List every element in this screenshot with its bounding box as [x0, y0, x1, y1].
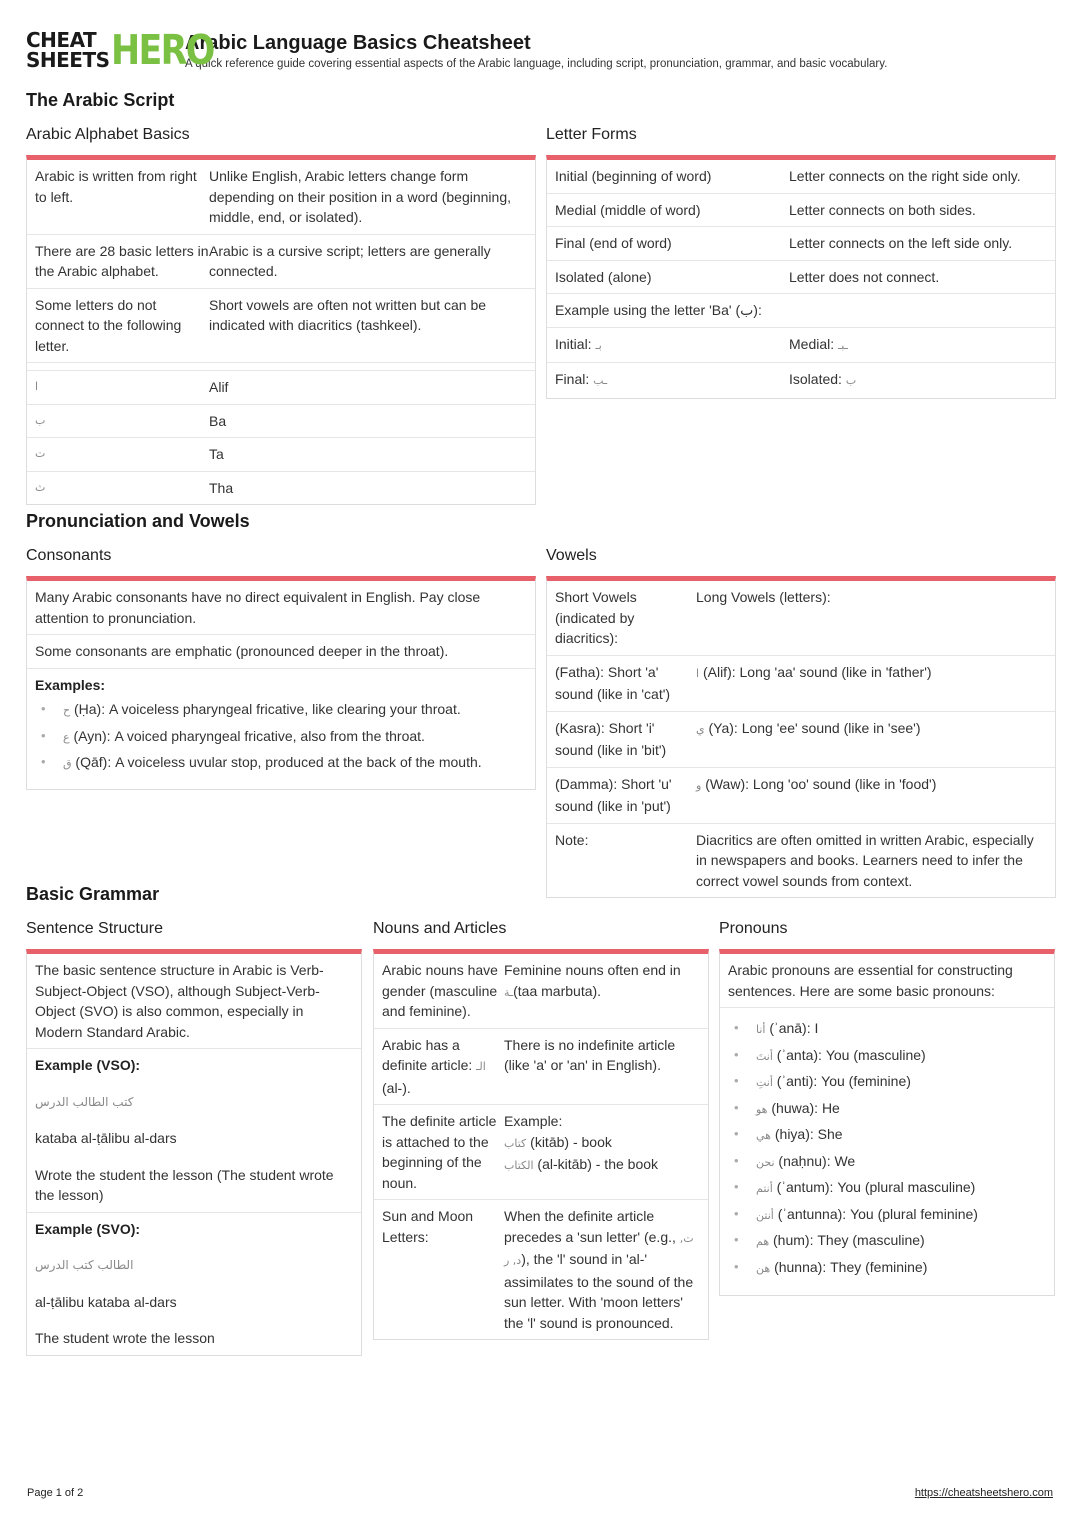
- vso-label: Example (VSO):: [35, 1057, 141, 1073]
- nouns-text: When the definite article precedes a 'sun letter' (e.g.,: [504, 1208, 680, 1245]
- nouns-text: (kitāb) - book: [526, 1133, 612, 1150]
- letter-name: Ta: [209, 446, 224, 462]
- vowel-row: [547, 768, 1055, 824]
- fact-right: Arabic is a cursive script; letters are generally connected.: [209, 242, 491, 279]
- nouns-text: Feminine nouns often end in: [504, 962, 681, 978]
- vowel-letter: و: [696, 778, 702, 792]
- pronoun-text: (hum): They (masculine): [769, 1232, 925, 1248]
- pronoun-text: (ʾanti): You (feminine): [772, 1073, 911, 1089]
- pronoun-text: (ʾanā): I: [765, 1020, 819, 1036]
- examples-label: Examples:: [35, 676, 106, 693]
- list-item: [728, 1255, 1046, 1282]
- al-kitab-arabic: الكتاب: [504, 1159, 534, 1172]
- pronoun-arabic: هن: [756, 1261, 771, 1275]
- alphabet-fact-row: [27, 235, 535, 289]
- form-example-row: [547, 363, 1055, 398]
- fact-left: Some letters do not connect to the following letter.: [35, 296, 182, 354]
- example-char: ق: [63, 757, 72, 770]
- isolated-char: ب: [845, 374, 857, 387]
- logo-word-hero: HERO: [110, 26, 214, 74]
- definite-article-char: الـ: [476, 1060, 486, 1073]
- card-title-sentence: Sentence Structure: [26, 920, 163, 937]
- initial-label: Initial:: [555, 335, 592, 352]
- example-text: (Qāf): A voiceless uvular stop, produced at the back of the mouth.: [71, 754, 482, 770]
- vowel-letter: ا: [696, 666, 700, 680]
- list-item: [35, 724, 527, 751]
- example-char: ع: [63, 730, 70, 744]
- fact-right: Unlike English, Arabic letters change form depending on their position in a word (beginning, middle, end, or isolated).: [209, 168, 511, 225]
- section-title-grammar: Basic Grammar: [26, 884, 160, 904]
- form-row: [547, 160, 1055, 194]
- pronoun-text: (ʾantum): You (plural masculine): [772, 1179, 976, 1195]
- alphabet-fact-row: [27, 160, 535, 235]
- nouns-left: Arabic nouns have gender (masculine and feminine).: [382, 962, 498, 1019]
- card-title-vowels: Vowels: [546, 547, 597, 564]
- pronoun-text: (naḥnu): We: [774, 1152, 856, 1169]
- section-title-script: The Arabic Script: [26, 90, 175, 110]
- short-vowel-text: (Damma): Short 'u' sound (like in 'put'): [555, 775, 672, 814]
- form-row: [547, 227, 1055, 261]
- list-item: [35, 697, 527, 724]
- medial-form: [789, 334, 1047, 357]
- letter-char: ت: [35, 447, 46, 460]
- page-title: Arabic Language Basics Cheatsheet: [185, 31, 531, 54]
- site-link[interactable]: https://cheatsheetshero.com: [914, 1487, 1053, 1499]
- pronoun-arabic: هي: [756, 1129, 771, 1142]
- list-item: [728, 1096, 1046, 1123]
- list-item: [728, 1122, 1046, 1149]
- nouns-right: [504, 960, 700, 1022]
- short-vowel-text: (Kasra): Short 'i' sound (like in 'bit'): [555, 719, 667, 758]
- letter-char: ث: [35, 480, 46, 494]
- pronouns-intro: Arabic pronouns are essential for constructing sentences. Here are some basic pronouns:: [720, 954, 1054, 1008]
- list-item: [728, 1069, 1046, 1096]
- list-item: [728, 1175, 1046, 1202]
- vowel-row: [547, 712, 1055, 768]
- form-desc: Letter connects on the right side only.: [789, 168, 1021, 184]
- nouns-left: [382, 1035, 504, 1099]
- list-item: [728, 1016, 1046, 1043]
- vowel-letter: ي: [696, 722, 705, 736]
- nouns-example-line: [504, 1154, 700, 1177]
- pronoun-text: (hunna): They (feminine): [770, 1258, 928, 1275]
- long-vowel-text: (Ya): Long 'ee' sound (like in 'see'): [704, 719, 921, 736]
- section-title-pronunciation: Pronunciation and Vowels: [26, 511, 250, 531]
- letter-row: [27, 472, 535, 505]
- pronouns-list-wrap: [720, 1008, 1054, 1295]
- consonants-paragraph: Many Arabic consonants have no direct equivalent in English. Pay close attention to pronunciation.: [27, 581, 535, 635]
- nouns-right: [504, 1111, 700, 1193]
- initial-char: بـ: [595, 338, 602, 352]
- note-text: Diacritics are often omitted in written Arabic, especially in newspapers and books. Learners need to infer the correct vowel sounds from context.: [696, 831, 1034, 889]
- form-name: Final (end of word): [555, 235, 672, 251]
- sentence-card: [26, 949, 362, 1356]
- form-name: Medial (middle of word): [555, 201, 701, 218]
- nouns-example-label: Example:: [504, 1113, 563, 1129]
- final-char: ـب: [593, 374, 608, 387]
- nouns-left: Sun and Moon Letters:: [382, 1208, 474, 1245]
- sentence-intro: The basic sentence structure in Arabic is Verb-Subject-Object (VSO), although Subject-Verb-Object (SVO) is also common, especially in Modern Standard Arabic.: [27, 954, 361, 1049]
- card-title-pronouns: Pronouns: [719, 920, 788, 937]
- nouns-text: (taa marbuta).: [513, 982, 602, 999]
- form-example-row: [547, 294, 1055, 328]
- short-vowels-header: Short Vowels (indicated by diacritics):: [555, 589, 637, 646]
- nouns-text: Arabic has a definite article:: [382, 1036, 477, 1073]
- list-item: [728, 1149, 1046, 1176]
- letter-name: Alif: [209, 379, 229, 395]
- svo-label: Example (SVO):: [35, 1220, 141, 1237]
- row-spacer: [27, 363, 535, 371]
- short-vowel: [555, 662, 696, 705]
- vso-example: [27, 1049, 361, 1213]
- short-vowel-text: (Fatha): Short 'a' sound (like in 'cat'): [555, 663, 671, 702]
- form-name: Isolated (alone): [555, 268, 652, 285]
- list-item: [728, 1228, 1046, 1255]
- consonants-paragraph: Some consonants are emphatic (pronounced deeper in the throat).: [27, 635, 535, 669]
- example-char: ح: [63, 704, 71, 717]
- nouns-example-line: [504, 1132, 700, 1155]
- long-vowels-header: Long Vowels (letters):: [696, 589, 831, 605]
- pronoun-arabic: أنتَ: [756, 1049, 773, 1063]
- consonants-examples: [27, 669, 535, 789]
- form-desc: Letter connects on the left side only.: [789, 235, 1013, 251]
- isolated-label: Isolated:: [789, 371, 842, 387]
- nouns-text: (al-kitāb) - the book: [533, 1156, 659, 1172]
- list-item: [35, 750, 527, 777]
- card-title-alphabet: Arabic Alphabet Basics: [26, 126, 190, 143]
- letter-row: [27, 371, 535, 405]
- vso-transliteration: kataba al-ṭālibu al-dars: [35, 1130, 177, 1146]
- vowel-row: [547, 656, 1055, 712]
- pronoun-text: (ʾanta): You (masculine): [772, 1046, 926, 1063]
- svo-translation: The student wrote the lesson: [35, 1330, 215, 1346]
- form-desc: Letter does not connect.: [789, 268, 940, 285]
- fact-right: Short vowels are often not written but can be indicated with diacritics (tashkeel).: [209, 296, 487, 333]
- long-vowel: [696, 718, 1047, 761]
- list-item: [728, 1202, 1046, 1229]
- letter-forms-card: [546, 155, 1056, 399]
- alphabet-fact-row: [27, 289, 535, 364]
- initial-form: [555, 334, 789, 357]
- alphabet-card: [26, 155, 536, 505]
- letter-char: ب: [35, 413, 46, 427]
- nouns-right: [504, 1206, 700, 1333]
- card-title-letter-forms: Letter Forms: [546, 126, 637, 143]
- short-vowel: [555, 718, 696, 761]
- vso-arabic: كتب الطالب الدرس: [35, 1094, 134, 1109]
- long-vowel: [696, 774, 1047, 817]
- card-title-consonants: Consonants: [26, 547, 112, 564]
- final-label: Final:: [555, 371, 590, 387]
- example-text: (Ḥa): A voiceless pharyngeal fricative, like clearing your throat.: [70, 701, 461, 717]
- letter-name: Ba: [209, 412, 227, 429]
- pronoun-arabic: أنا: [756, 1023, 766, 1036]
- page-number: Page 1 of 2: [27, 1487, 84, 1499]
- fact-left: There are 28 basic letters in the Arabic alphabet.: [35, 242, 209, 279]
- vso-translation: Wrote the student the lesson (The student wrote the lesson): [35, 1166, 334, 1203]
- example-text: (Ayn): A voiced pharyngeal fricative, also from the throat.: [69, 727, 425, 744]
- consonant-examples-list: [35, 697, 527, 777]
- card-title-nouns: Nouns and Articles: [373, 920, 507, 937]
- pronoun-arabic: هم: [756, 1235, 770, 1248]
- list-item: [728, 1043, 1046, 1070]
- sun-letters-chars: ت, د, ر: [504, 1231, 694, 1267]
- pronouns-card: [719, 949, 1055, 1296]
- pronoun-text: (huwa): He: [767, 1099, 840, 1116]
- consonants-card: [26, 576, 536, 790]
- form-example-row: [547, 328, 1055, 364]
- form-example-label: Example using the letter 'Ba' (ب):: [555, 302, 762, 318]
- logo-word-cheat: CHEAT: [26, 28, 97, 52]
- long-vowel-text: (Alif): Long 'aa' sound (like in 'father'): [699, 663, 932, 680]
- pronoun-arabic: أنتم: [756, 1182, 773, 1195]
- page-header: [26, 28, 887, 72]
- form-row: [547, 194, 1055, 228]
- isolated-form: [789, 369, 1047, 392]
- pronoun-arabic: أنتن: [756, 1208, 774, 1222]
- form-desc: Letter connects on both sides.: [789, 201, 976, 218]
- final-form: [555, 369, 789, 392]
- vowels-card: [546, 576, 1056, 898]
- nouns-text: ), the 'l' sound in 'al-' assimilates to the sound of the sun letter. With 'moon letters' the 'l' sound is pronounced.: [504, 1251, 694, 1331]
- nouns-left: The definite article is attached to the beginning of the noun.: [382, 1113, 497, 1191]
- vowel-header-row: [547, 581, 1055, 656]
- nouns-row: [374, 954, 708, 1029]
- letter-char: ا: [35, 380, 39, 393]
- pronouns-list: [728, 1016, 1046, 1281]
- form-name: Initial (beginning of word): [555, 168, 712, 184]
- taa-marbuta-char: ـة: [504, 985, 514, 999]
- short-vowel: [555, 774, 696, 817]
- svo-arabic: الطالب كتب الدرس: [35, 1258, 134, 1272]
- nouns-row: [374, 1029, 708, 1106]
- logo-word-sheets: SHEETS: [26, 48, 110, 72]
- nouns-text: (al-).: [382, 1079, 411, 1096]
- note-label: Note:: [555, 831, 589, 848]
- fact-left: Arabic is written from right to left.: [35, 168, 197, 205]
- letter-name: Tha: [209, 479, 234, 496]
- kitab-arabic: كتاب: [504, 1136, 527, 1150]
- pronoun-arabic: أنتِ: [756, 1076, 773, 1089]
- form-row: [547, 261, 1055, 295]
- pronoun-text: (hiya): She: [770, 1126, 843, 1142]
- vowel-note-row: [547, 824, 1055, 898]
- cheatsheets-hero-logo[interactable]: [26, 26, 214, 74]
- long-vowel: [696, 662, 1047, 705]
- pronoun-arabic: هو: [756, 1102, 768, 1116]
- long-vowel-text: (Waw): Long 'oo' sound (like in 'food'): [701, 775, 937, 792]
- nouns-row: [374, 1105, 708, 1200]
- medial-char: ـبـ: [838, 338, 848, 352]
- nouns-card: [373, 949, 709, 1340]
- page-subtitle: A quick reference guide covering essential aspects of the Arabic language, including script, pronunciation, grammar, and basic vocabulary.: [185, 57, 888, 70]
- nouns-right: There is no indefinite article (like 'a' or 'an' in English).: [504, 1036, 676, 1073]
- svo-example: [27, 1213, 361, 1355]
- letter-row: [27, 438, 535, 472]
- pronoun-arabic: نحن: [756, 1155, 775, 1169]
- pronoun-text: (ʾantunna): You (plural feminine): [773, 1205, 978, 1222]
- nouns-row: [374, 1200, 708, 1339]
- svo-transliteration: al-ṭālibu kataba al-dars: [35, 1293, 177, 1310]
- medial-label: Medial:: [789, 335, 835, 352]
- letter-row: [27, 405, 535, 439]
